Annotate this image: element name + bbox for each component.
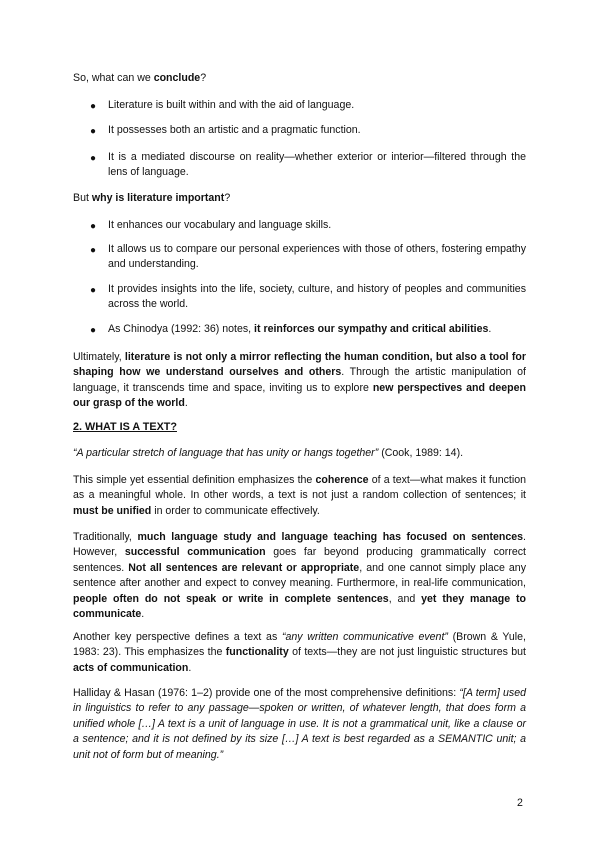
sentences-paragraph: Traditionally, much language study and language teaching has focused on sentences. However, successful communication goes far beyond producing grammatically correct sentences. Not all sentences are relevant or appropriate, and one cannot simply place any sentence after another and expect to convey meaning. Furthermore, in real-life communication, people often do not speak or write in complete sentences, and yet they manage to communicate. — [73, 531, 526, 621]
reason-item: It allows us to compare our personal experiences with those of others, fostering empathy and understanding. — [108, 243, 526, 271]
coherence-paragraph: This simple yet essential definition emphasizes the coherence of a text—what makes it function as a meaningful whole. In other words, a text is not just a random collection of sentences; it must be unified in order to communicate effectively. — [73, 474, 526, 517]
why-question: But why is literature important? — [73, 192, 231, 204]
bullet-icon: ● — [90, 221, 97, 232]
bullet-icon: ● — [90, 126, 97, 137]
conclusion-item: It possesses both an artistic and a pragmatic function. — [108, 124, 361, 136]
bullet-icon: ● — [90, 325, 97, 336]
halliday-paragraph: Halliday & Hasan (1976: 1–2) provide one of the most comprehensive definitions: “[A term] used in linguistics to refer to any passage—spoken or written, of whatever length, that does form a unified whole […] A text is a unit of language in use. It is not a grammatical unit, like a clause or a sentence; and it is not defined by its size […] A text is best regarded as a SEMANTIC unit; a unit not of form but of meaning.” — [73, 687, 526, 761]
conclusion-item: Literature is built within and with the aid of language. — [108, 99, 355, 111]
section-heading: 2. WHAT IS A TEXT? — [73, 421, 177, 433]
bullet-icon: ● — [90, 101, 97, 112]
reason-item: It enhances our vocabulary and language skills. — [108, 219, 332, 231]
reason-item: As Chinodya (1992: 36) notes, it reinforces our sympathy and critical abilities. — [108, 323, 492, 335]
intro-question: So, what can we conclude? — [73, 72, 207, 84]
cook-quote: “A particular stretch of language that has unity or hangs together” (Cook, 1989: 14). — [73, 447, 464, 459]
reason-item: It provides insights into the life, society, culture, and history of peoples and communities across the world. — [108, 283, 526, 311]
functionality-paragraph: Another key perspective defines a text as “any written communicative event” (Brown & Yule, 1983: 23). This emphasizes the functionality of texts—they are not just linguistic structures but acts of communication. — [73, 631, 526, 674]
page-number: 2 — [517, 797, 523, 809]
conclusion-item: It is a mediated discourse on reality—whether exterior or interior—filtered through the lens of language. — [108, 151, 526, 179]
bullet-icon: ● — [90, 285, 97, 296]
bullet-icon: ● — [90, 245, 97, 256]
ultimately-paragraph: Ultimately, literature is not only a mirror reflecting the human condition, but also a tool for shaping how we understand ourselves and others. Through the artistic manipulation of language, it transcends time and space, inviting us to explore new perspectives and deepen our grasp of the world. — [73, 351, 526, 410]
bullet-icon: ● — [90, 153, 97, 164]
